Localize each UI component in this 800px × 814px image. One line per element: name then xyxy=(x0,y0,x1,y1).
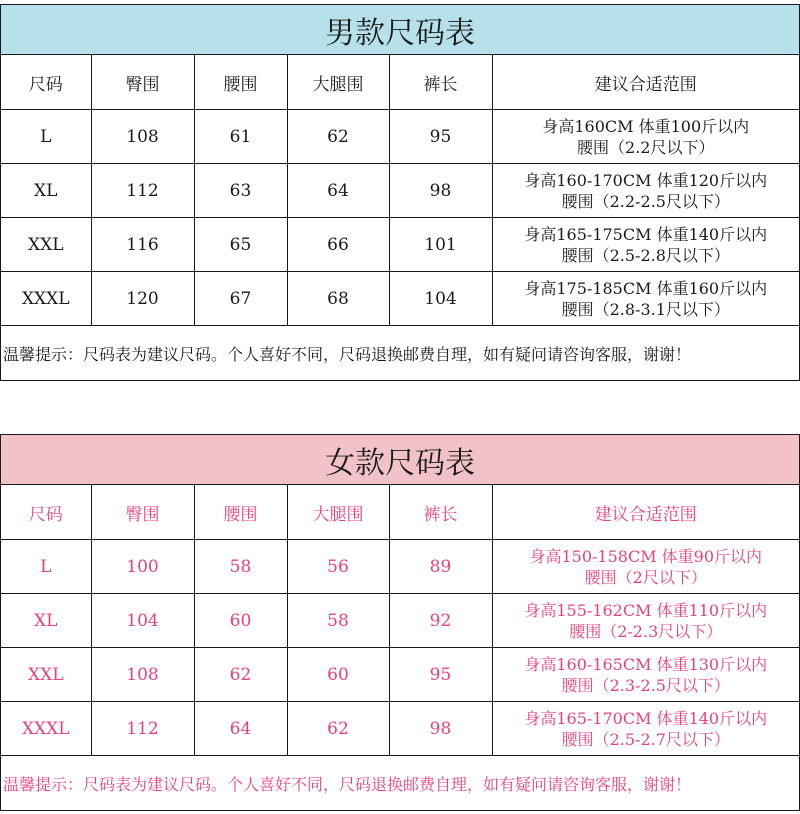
cell-waist: 58 xyxy=(194,540,287,594)
cell-length: 101 xyxy=(389,218,492,272)
cell-length: 89 xyxy=(389,540,492,594)
men-size-note: 温馨提示：尺码表为建议尺码。个人喜好不同，尺码退换邮费自理，如有疑问请咨询客服，谢谢！ xyxy=(3,344,692,364)
cell-thigh: 58 xyxy=(287,594,389,648)
cell-size: XL xyxy=(1,164,91,218)
cell-size: XXL xyxy=(1,648,91,702)
cell-size: XXXL xyxy=(1,702,91,756)
fit-line-1: 身高160-170CM 体重120斤以内 xyxy=(524,170,768,190)
cell-fit xyxy=(492,648,799,702)
cell-waist: 60 xyxy=(194,594,287,648)
header-size: 尺码 xyxy=(1,485,91,540)
cell-thigh: 56 xyxy=(287,540,389,594)
header-thigh: 大腿围 xyxy=(287,485,389,540)
cell-hip: 112 xyxy=(91,164,194,218)
header-thigh: 大腿围 xyxy=(287,55,389,110)
cell-fit xyxy=(492,702,799,756)
women-chart-title: 女款尺码表 xyxy=(1,435,799,485)
cell-fit xyxy=(492,540,799,594)
fit-line-1: 身高150-158CM 体重90斤以内 xyxy=(529,546,763,566)
header-waist: 腰围 xyxy=(194,485,287,540)
fit-line-2: 腰围（2-2.3尺以下） xyxy=(569,621,723,641)
fit-line-2: 腰围（2.5-2.7尺以下） xyxy=(561,729,730,749)
table-row xyxy=(1,702,799,756)
cell-thigh: 62 xyxy=(287,702,389,756)
cell-length: 98 xyxy=(389,702,492,756)
cell-size: XXL xyxy=(1,218,91,272)
table-row xyxy=(1,540,799,594)
cell-fit xyxy=(492,594,799,648)
cell-waist: 61 xyxy=(194,110,287,164)
cell-fit xyxy=(492,272,799,326)
cell-length: 92 xyxy=(389,594,492,648)
cell-length: 95 xyxy=(389,110,492,164)
men-header-row xyxy=(1,55,799,110)
fit-line-1: 身高155-162CM 体重110斤以内 xyxy=(524,600,768,620)
fit-line-2: 腰围（2.3-2.5尺以下） xyxy=(561,675,730,695)
table-row xyxy=(1,218,799,272)
cell-size: XXXL xyxy=(1,272,91,326)
cell-waist: 65 xyxy=(194,218,287,272)
cell-length: 95 xyxy=(389,648,492,702)
cell-hip: 104 xyxy=(91,594,194,648)
cell-thigh: 64 xyxy=(287,164,389,218)
header-fit: 建议合适范围 xyxy=(492,485,799,540)
cell-thigh: 62 xyxy=(287,110,389,164)
women-header-row xyxy=(1,485,799,540)
cell-hip: 120 xyxy=(91,272,194,326)
fit-line-2: 腰围（2.8-3.1尺以下） xyxy=(561,299,730,319)
cell-thigh: 60 xyxy=(287,648,389,702)
cell-thigh: 66 xyxy=(287,218,389,272)
cell-waist: 64 xyxy=(194,702,287,756)
fit-line-2: 腰围（2.2-2.5尺以下） xyxy=(561,191,730,211)
table-row xyxy=(1,594,799,648)
cell-length: 104 xyxy=(389,272,492,326)
fit-line-1: 身高175-185CM 体重160斤以内 xyxy=(524,278,768,298)
header-hip: 臀围 xyxy=(91,55,194,110)
header-waist: 腰围 xyxy=(194,55,287,110)
cell-waist: 63 xyxy=(194,164,287,218)
header-size: 尺码 xyxy=(1,55,91,110)
cell-fit xyxy=(492,218,799,272)
fit-line-1: 身高160-165CM 体重130斤以内 xyxy=(524,654,768,674)
table-row xyxy=(1,648,799,702)
table-row xyxy=(1,110,799,164)
cell-thigh: 68 xyxy=(287,272,389,326)
cell-size: XL xyxy=(1,594,91,648)
header-length: 裤长 xyxy=(389,485,492,540)
header-fit: 建议合适范围 xyxy=(492,55,799,110)
fit-line-2: 腰围（2.5-2.8尺以下） xyxy=(561,245,730,265)
women-size-table xyxy=(1,485,799,756)
cell-waist: 62 xyxy=(194,648,287,702)
cell-size: L xyxy=(1,540,91,594)
fit-line-1: 身高160CM 体重100斤以内 xyxy=(542,116,750,136)
men-size-table xyxy=(1,55,799,326)
fit-line-2: 腰围（2.2尺以下） xyxy=(577,137,715,157)
cell-hip: 116 xyxy=(91,218,194,272)
cell-hip: 108 xyxy=(91,110,194,164)
women-size-chart xyxy=(0,434,800,811)
fit-line-1: 身高165-170CM 体重140斤以内 xyxy=(524,708,768,728)
cell-waist: 67 xyxy=(194,272,287,326)
table-row xyxy=(1,272,799,326)
cell-fit xyxy=(492,110,799,164)
fit-line-1: 身高165-175CM 体重140斤以内 xyxy=(524,224,768,244)
header-hip: 臀围 xyxy=(91,485,194,540)
cell-hip: 112 xyxy=(91,702,194,756)
men-chart-title: 男款尺码表 xyxy=(1,5,799,55)
men-size-chart xyxy=(0,4,800,381)
women-size-note: 温馨提示：尺码表为建议尺码。个人喜好不同，尺码退换邮费自理，如有疑问请咨询客服，谢谢！ xyxy=(3,774,692,794)
cell-length: 98 xyxy=(389,164,492,218)
table-row xyxy=(1,164,799,218)
cell-hip: 100 xyxy=(91,540,194,594)
header-length: 裤长 xyxy=(389,55,492,110)
cell-size: L xyxy=(1,110,91,164)
fit-line-2: 腰围（2尺以下） xyxy=(584,567,707,587)
cell-fit xyxy=(492,164,799,218)
cell-hip: 108 xyxy=(91,648,194,702)
